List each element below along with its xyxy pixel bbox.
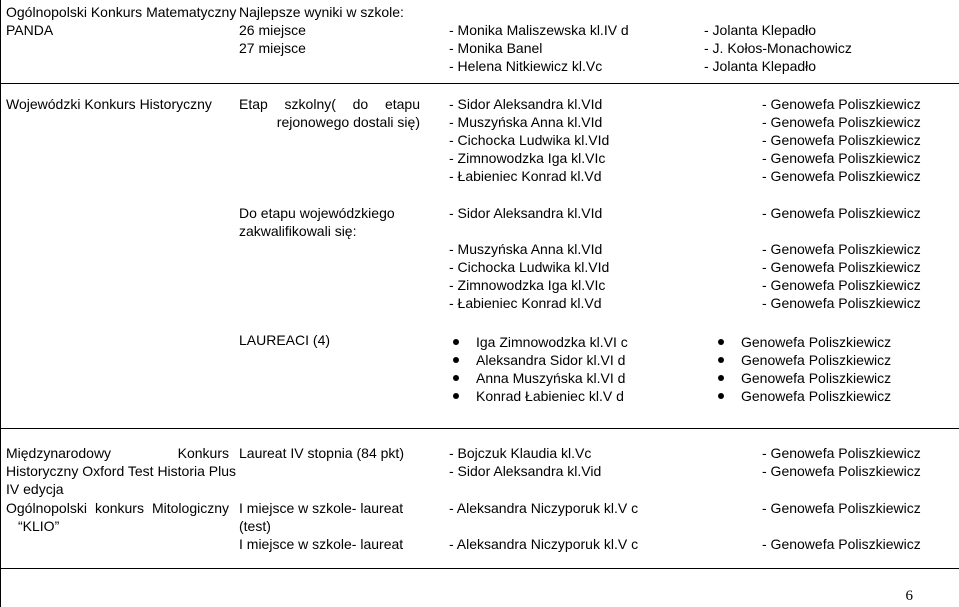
laureates-label: LAUREACI (4) bbox=[239, 332, 331, 348]
stage2-label: Do etapu wojewódzkiego zakwalifikowali się: bbox=[239, 205, 395, 239]
list-item: Genowefa Poliszkiewicz bbox=[714, 369, 891, 387]
row-divider-1 bbox=[0, 83, 959, 84]
laureates-list bbox=[449, 333, 628, 405]
result-klio: I miejsce w szkole- laureat (test) I miejsce w szkole- laureat bbox=[239, 500, 404, 552]
students-oxford: - Bojczuk Klaudia kl.Vc - Sidor Aleksandra kl.Vid bbox=[449, 445, 602, 479]
list-item: Genowefa Poliszkiewicz bbox=[714, 351, 891, 369]
contest-klio: Ogólnopolski konkurs Mitologiczny “KLIO” bbox=[6, 500, 229, 534]
teachers-oxford: - Genowefa Poliszkiewicz - Genowefa Poliszkiewicz bbox=[762, 445, 921, 479]
student-klio-1: - Aleksandra Niczyporuk kl.V c bbox=[449, 500, 639, 516]
page-number: 6 bbox=[905, 588, 913, 604]
row-divider-2 bbox=[0, 428, 959, 429]
list-item: Genowefa Poliszkiewicz bbox=[714, 387, 891, 405]
laureate-teachers-list bbox=[714, 333, 891, 405]
list-item: Genowefa Poliszkiewicz bbox=[714, 333, 891, 351]
stage2-student-first: - Sidor Aleksandra kl.VId bbox=[449, 205, 603, 221]
teachers-panda: - Jolanta Klepadło - J. Kołos-Monachowicz - Jolanta Klepadło bbox=[704, 22, 852, 74]
stage1-label: Etap szkolny( do etapu rejonowego dostali się) bbox=[239, 96, 420, 130]
list-item: Iga Zimnowodzka kl.VI c bbox=[449, 333, 628, 351]
list-item: Konrad Łabieniec kl.V d bbox=[449, 387, 628, 405]
table-border-left bbox=[0, 0, 1, 607]
teacher-klio-1: - Genowefa Poliszkiewicz bbox=[762, 500, 921, 516]
list-item: Anna Muszyńska kl.VI d bbox=[449, 369, 628, 387]
students-panda: - Monika Maliszewska kl.IV d - Monika Banel - Helena Nitkiewicz kl.Vc bbox=[449, 22, 629, 74]
result-panda: Najlepsze wyniki w szkole: 26 miejsce 27 miejsce bbox=[239, 4, 404, 56]
teacher-klio-2: - Genowefa Poliszkiewicz bbox=[762, 536, 921, 552]
student-klio-2: - Aleksandra Niczyporuk kl.V c bbox=[449, 536, 639, 552]
stage2-teachers: - Genowefa Poliszkiewicz - Genowefa Poliszkiewicz - Genowefa Poliszkiewicz - Genowefa Poliszkiewicz bbox=[762, 241, 921, 311]
contest-panda: Ogólnopolski Konkurs Matematyczny PANDA bbox=[6, 4, 237, 38]
list-item: Aleksandra Sidor kl.VI d bbox=[449, 351, 628, 369]
stage2-students: - Muszyńska Anna kl.VId - Cichocka Ludwika kl.VId - Zimnowodzka Iga kl.VIc - Łabieniec Konrad kl.Vd bbox=[449, 241, 610, 311]
result-oxford: Laureat IV stopnia (84 pkt) bbox=[239, 445, 404, 461]
contest-oxford: Międzynarodowy Konkurs Historyczny Oxford Test Historia Plus IV edycja bbox=[6, 445, 237, 497]
stage1-students: - Sidor Aleksandra kl.VId - Muszyńska Anna kl.VId - Cichocka Ludwika kl.VId - Zimnowodzka Iga kl.VIc - Łabieniec Konrad kl.Vd bbox=[449, 96, 610, 184]
stage1-teachers: - Genowefa Poliszkiewicz - Genowefa Poliszkiewicz - Genowefa Poliszkiewicz - Genowefa Poliszkiewicz - Genowefa Poliszkiewicz bbox=[762, 96, 921, 184]
stage2-teacher-first: - Genowefa Poliszkiewicz bbox=[762, 205, 921, 221]
contest-history: Wojewódzki Konkurs Historyczny bbox=[6, 96, 212, 112]
table-border-bottom bbox=[0, 568, 959, 569]
